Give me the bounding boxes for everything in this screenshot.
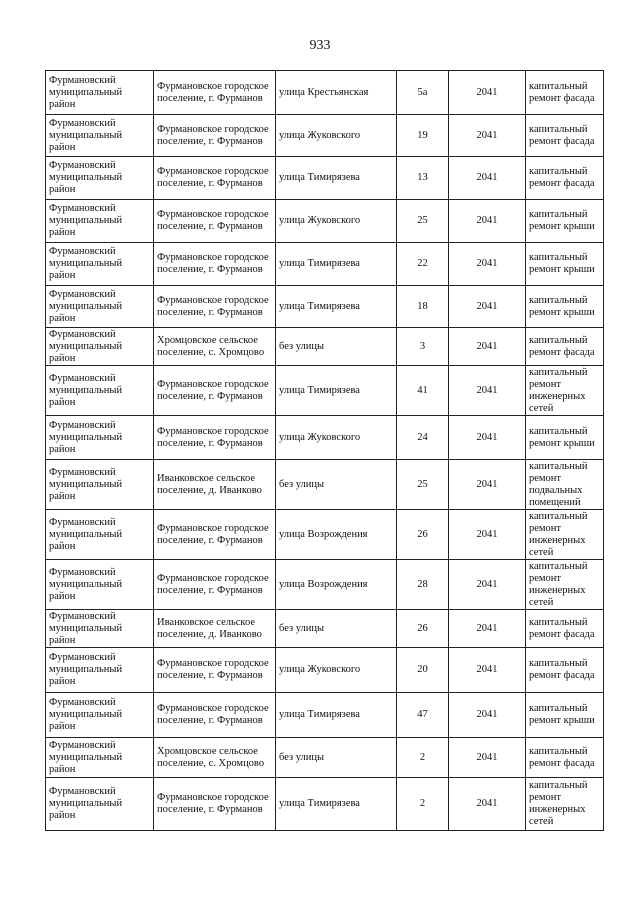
year-cell: 2041 xyxy=(449,778,526,831)
year-cell: 2041 xyxy=(449,157,526,200)
repair-type-cell: капитальный ремонт инженерных сетей xyxy=(526,560,604,610)
year-cell: 2041 xyxy=(449,71,526,115)
district-cell: Фурмановский муниципальный район xyxy=(46,366,154,416)
district-cell: Фурмановский муниципальный район xyxy=(46,243,154,286)
district-cell: Фурмановский муниципальный район xyxy=(46,648,154,693)
repair-type-cell: капитальный ремонт фасада xyxy=(526,648,604,693)
street-cell: улица Тимирязева xyxy=(276,157,397,200)
street-cell: без улицы xyxy=(276,738,397,778)
year-cell: 2041 xyxy=(449,460,526,510)
street-cell: улица Возрождения xyxy=(276,510,397,560)
district-cell: Фурмановский муниципальный район xyxy=(46,416,154,460)
registry-body xyxy=(46,71,604,831)
district-cell: Фурмановский муниципальный район xyxy=(46,328,154,366)
table-row xyxy=(46,416,604,460)
year-cell: 2041 xyxy=(449,366,526,416)
house-number-cell: 28 xyxy=(397,560,449,610)
settlement-cell: Фурмановское городское поселение, г. Фурманов xyxy=(154,115,276,157)
repair-registry-table xyxy=(45,70,604,831)
district-cell: Фурмановский муниципальный район xyxy=(46,610,154,648)
table-row xyxy=(46,366,604,416)
settlement-cell: Иванковское сельское поселение, д. Иванково xyxy=(154,460,276,510)
year-cell: 2041 xyxy=(449,648,526,693)
settlement-cell: Фурмановское городское поселение, г. Фурманов xyxy=(154,648,276,693)
house-number-cell: 5а xyxy=(397,71,449,115)
repair-type-cell: капитальный ремонт крыши xyxy=(526,286,604,328)
district-cell: Фурмановский муниципальный район xyxy=(46,778,154,831)
street-cell: улица Жуковского xyxy=(276,200,397,243)
table-row xyxy=(46,243,604,286)
settlement-cell: Фурмановское городское поселение, г. Фурманов xyxy=(154,416,276,460)
table-row xyxy=(46,560,604,610)
district-cell: Фурмановский муниципальный район xyxy=(46,460,154,510)
street-cell: улица Возрождения xyxy=(276,560,397,610)
house-number-cell: 20 xyxy=(397,648,449,693)
street-cell: улица Жуковского xyxy=(276,115,397,157)
repair-type-cell: капитальный ремонт подвальных помещений xyxy=(526,460,604,510)
table-row xyxy=(46,71,604,115)
house-number-cell: 18 xyxy=(397,286,449,328)
district-cell: Фурмановский муниципальный район xyxy=(46,200,154,243)
repair-type-cell: капитальный ремонт инженерных сетей xyxy=(526,778,604,831)
repair-type-cell: капитальный ремонт фасада xyxy=(526,71,604,115)
street-cell: улица Жуковского xyxy=(276,416,397,460)
house-number-cell: 41 xyxy=(397,366,449,416)
house-number-cell: 25 xyxy=(397,460,449,510)
house-number-cell: 26 xyxy=(397,510,449,560)
year-cell: 2041 xyxy=(449,286,526,328)
house-number-cell: 25 xyxy=(397,200,449,243)
house-number-cell: 26 xyxy=(397,610,449,648)
table-row xyxy=(46,328,604,366)
street-cell: улица Крестьянская xyxy=(276,71,397,115)
district-cell: Фурмановский муниципальный район xyxy=(46,738,154,778)
year-cell: 2041 xyxy=(449,693,526,738)
repair-type-cell: капитальный ремонт крыши xyxy=(526,243,604,286)
table-row xyxy=(46,610,604,648)
street-cell: улица Тимирязева xyxy=(276,693,397,738)
year-cell: 2041 xyxy=(449,328,526,366)
settlement-cell: Фурмановское городское поселение, г. Фурманов xyxy=(154,71,276,115)
table-row xyxy=(46,738,604,778)
table-row xyxy=(46,157,604,200)
settlement-cell: Фурмановское городское поселение, г. Фурманов xyxy=(154,366,276,416)
district-cell: Фурмановский муниципальный район xyxy=(46,71,154,115)
district-cell: Фурмановский муниципальный район xyxy=(46,115,154,157)
settlement-cell: Фурмановское городское поселение, г. Фурманов xyxy=(154,286,276,328)
repair-type-cell: капитальный ремонт инженерных сетей xyxy=(526,366,604,416)
district-cell: Фурмановский муниципальный район xyxy=(46,157,154,200)
settlement-cell: Иванковское сельское поселение, д. Иванково xyxy=(154,610,276,648)
house-number-cell: 2 xyxy=(397,738,449,778)
street-cell: улица Тимирязева xyxy=(276,778,397,831)
repair-type-cell: капитальный ремонт фасада xyxy=(526,115,604,157)
year-cell: 2041 xyxy=(449,738,526,778)
year-cell: 2041 xyxy=(449,416,526,460)
district-cell: Фурмановский муниципальный район xyxy=(46,286,154,328)
house-number-cell: 47 xyxy=(397,693,449,738)
settlement-cell: Фурмановское городское поселение, г. Фурманов xyxy=(154,693,276,738)
house-number-cell: 13 xyxy=(397,157,449,200)
street-cell: без улицы xyxy=(276,460,397,510)
house-number-cell: 3 xyxy=(397,328,449,366)
house-number-cell: 22 xyxy=(397,243,449,286)
street-cell: улица Тимирязева xyxy=(276,286,397,328)
table-row xyxy=(46,693,604,738)
settlement-cell: Фурмановское городское поселение, г. Фурманов xyxy=(154,243,276,286)
year-cell: 2041 xyxy=(449,560,526,610)
repair-type-cell: капитальный ремонт крыши xyxy=(526,693,604,738)
year-cell: 2041 xyxy=(449,510,526,560)
table-row xyxy=(46,778,604,831)
repair-type-cell: капитальный ремонт фасада xyxy=(526,328,604,366)
settlement-cell: Фурмановское городское поселение, г. Фурманов xyxy=(154,200,276,243)
table-row xyxy=(46,115,604,157)
street-cell: улица Тимирязева xyxy=(276,366,397,416)
street-cell: без улицы xyxy=(276,610,397,648)
repair-type-cell: капитальный ремонт крыши xyxy=(526,200,604,243)
year-cell: 2041 xyxy=(449,243,526,286)
repair-type-cell: капитальный ремонт инженерных сетей xyxy=(526,510,604,560)
table-row xyxy=(46,460,604,510)
repair-type-cell: капитальный ремонт фасада xyxy=(526,610,604,648)
table-row xyxy=(46,286,604,328)
street-cell: улица Жуковского xyxy=(276,648,397,693)
year-cell: 2041 xyxy=(449,115,526,157)
settlement-cell: Хромцовское сельское поселение, с. Хромцово xyxy=(154,738,276,778)
year-cell: 2041 xyxy=(449,610,526,648)
table-row xyxy=(46,510,604,560)
table-row xyxy=(46,200,604,243)
repair-type-cell: капитальный ремонт крыши xyxy=(526,416,604,460)
district-cell: Фурмановский муниципальный район xyxy=(46,693,154,738)
street-cell: улица Тимирязева xyxy=(276,243,397,286)
district-cell: Фурмановский муниципальный район xyxy=(46,560,154,610)
street-cell: без улицы xyxy=(276,328,397,366)
settlement-cell: Фурмановское городское поселение, г. Фурманов xyxy=(154,778,276,831)
district-cell: Фурмановский муниципальный район xyxy=(46,510,154,560)
repair-type-cell: капитальный ремонт фасада xyxy=(526,738,604,778)
settlement-cell: Хромцовское сельское поселение, с. Хромцово xyxy=(154,328,276,366)
repair-type-cell: капитальный ремонт фасада xyxy=(526,157,604,200)
settlement-cell: Фурмановское городское поселение, г. Фурманов xyxy=(154,157,276,200)
settlement-cell: Фурмановское городское поселение, г. Фурманов xyxy=(154,560,276,610)
page-number: 933 xyxy=(309,38,331,53)
settlement-cell: Фурмановское городское поселение, г. Фурманов xyxy=(154,510,276,560)
table-row xyxy=(46,648,604,693)
house-number-cell: 2 xyxy=(397,778,449,831)
house-number-cell: 19 xyxy=(397,115,449,157)
year-cell: 2041 xyxy=(449,200,526,243)
house-number-cell: 24 xyxy=(397,416,449,460)
